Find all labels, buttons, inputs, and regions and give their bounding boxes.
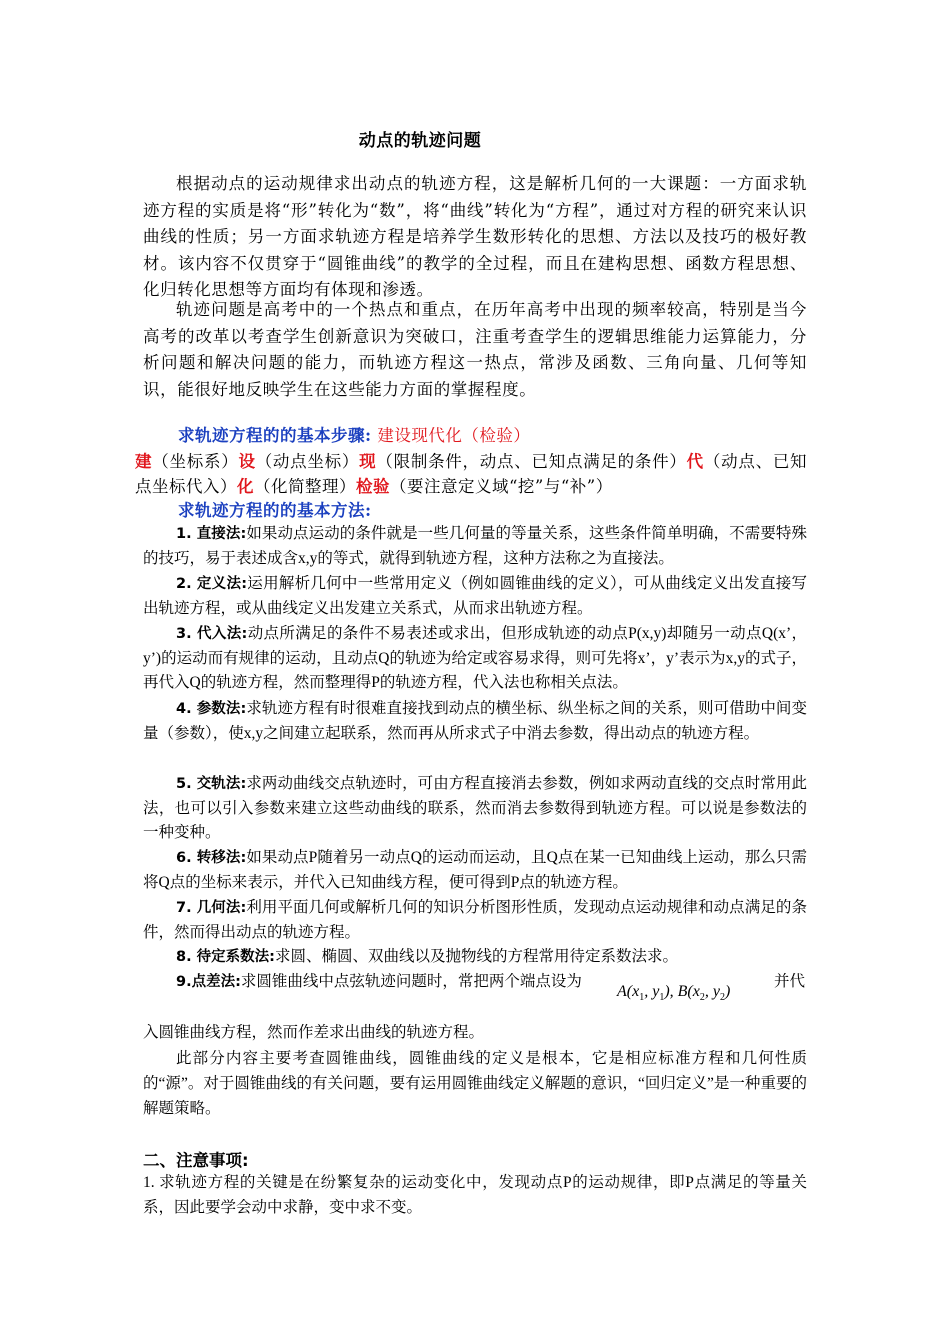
method-3-name: 3. 代入法: bbox=[176, 626, 248, 642]
formula-part-e: ) bbox=[724, 983, 731, 1000]
method-7-text: 利用平面几何或解析几何的知识分析图形性质，发现动点运动规律和动点满足的条件，然而得出动点的轨迹方程。 bbox=[143, 899, 807, 941]
step-text-2: （动点坐标） bbox=[255, 452, 360, 471]
method-9-text: 求圆锥曲线中点弦轨迹问题时，常把两个端点设为 bbox=[240, 973, 582, 990]
formula-sub-2b: 2 bbox=[719, 992, 725, 1004]
formula-sub-1a: 1 bbox=[639, 992, 645, 1004]
note-item-1: 1. 求轨迹方程的关键是在纷繁复杂的运动变化中，发现动点P的运动规律，即P点满足的等量关系，因此要学会动中求静，变中求不变。 bbox=[143, 1174, 807, 1216]
method-8-name: 8. 待定系数法: bbox=[176, 949, 275, 965]
method-8 bbox=[143, 945, 807, 970]
intro-paragraph-2: 轨迹问题是高考中的一个热点和重点，在历年高考中出现的频率较高，特别是当今高考的改革以考查学生创新意识为突破口，注重考查学生的逻辑思维能力运算能力，分析问题和解决问题的能力，而轨迹方程这一热点，常涉及函数、三角向量、几何等知识，能很好地反映学生在这些能力方面的掌握程度。 bbox=[143, 300, 807, 399]
step-key-2: 设 bbox=[238, 452, 256, 471]
method-2 bbox=[143, 572, 807, 621]
method-3-text: 动点所满足的条件不易表述或求出，但形成轨迹的动点P(x,y)却随另一动点Q(x’，y’)的运动而有规律的运动，且动点Q的轨迹为给定或容易求得，则可先将x’，y’表示为x,y的式子，再代入Q的轨迹方程，然而整理得P的轨迹方程，代入法也称相关点法。 bbox=[143, 625, 807, 691]
step-key-4: 代 bbox=[686, 452, 704, 471]
formula-part-c: ), B(x bbox=[664, 983, 700, 1000]
steps-mnemonic: 建设现代化（检验） bbox=[377, 426, 531, 445]
formula-part-d: , y bbox=[704, 983, 720, 1000]
method-6-name: 6. 转移法: bbox=[176, 850, 247, 866]
method-7 bbox=[143, 896, 807, 945]
step-text-5: （化简整理） bbox=[254, 477, 356, 496]
method-5-text: 求两动曲线交点轨迹时，可由方程直接消去参数，例如求两动直线的交点时常用此法，也可以引入参数来建立这些动曲线的联系，然而消去参数得到轨迹方程。可以说是参数法的一种变种。 bbox=[143, 775, 807, 841]
method-1 bbox=[143, 522, 807, 571]
midpoint-formula bbox=[617, 983, 730, 1003]
methods-heading: 求轨迹方程的的基本方法: bbox=[178, 501, 372, 520]
method-3 bbox=[143, 622, 807, 696]
step-key-5: 化 bbox=[237, 477, 254, 496]
step-text-4: （动点、已知点坐标代入） bbox=[135, 452, 808, 496]
step-text-3: （限制条件，动点、已知点满足的条件） bbox=[376, 452, 687, 471]
method-7-name: 7. 几何法: bbox=[176, 900, 247, 916]
formula-part-a: A(x bbox=[617, 983, 640, 1000]
method-6-text: 如果动点P随着另一动点Q的运动而运动，且Q点在某一已知曲线上运动，那么只需将Q点的坐标来表示，并代入已知曲线方程，便可得到P点的轨迹方程。 bbox=[143, 849, 807, 891]
method-4-text: 求轨迹方程有时很难直接找到动点的横坐标、纵坐标之间的关系，则可借助中间变量（参数），使x,y之间建立起联系，然而再从所求式子中消去参数，得出动点的轨迹方程。 bbox=[143, 700, 807, 742]
method-5 bbox=[143, 772, 807, 846]
method-9-tail: 并代 bbox=[774, 973, 806, 990]
intro-paragraph-1: 根据动点的运动规律求出动点的轨迹方程，这是解析几何的一大课题：一方面求轨迹方程的实质是将“形”转化为“数”，将“曲线”转化为“方程”，通过对方程的研究来认识曲线的性质；另一方面求轨迹方程是培养学生数形转化的思想、方法以及技巧的极好教材。该内容不仅贯穿于“圆锥曲线”的教学的全过程，而且在建构思想、函数方程思想、化归转化思想等方面均有体现和渗透。 bbox=[143, 174, 807, 299]
method-1-name: 1. 直接法: bbox=[176, 526, 247, 542]
method-1-text: 如果动点运动的条件就是一些几何量的等量关系，这些条件简单明确，不需要特殊的技巧，易于表述成含x,y的等式，就得到轨迹方程，这种方法称之为直接法。 bbox=[143, 525, 807, 567]
step-text-6: （要注意定义域“挖”与“补”） bbox=[390, 477, 613, 496]
formula-sub-2a: 2 bbox=[699, 992, 705, 1004]
step-key-6: 检验 bbox=[356, 477, 390, 496]
method-5-name: 5. 交轨法: bbox=[176, 776, 247, 792]
formula-sub-1b: 1 bbox=[659, 992, 665, 1004]
page-title: 动点的轨迹问题 bbox=[358, 131, 482, 151]
steps-heading-label: 求轨迹方程的的基本步骤: bbox=[178, 426, 372, 445]
formula-part-b: , y bbox=[644, 983, 660, 1000]
step-key-1: 建 bbox=[135, 452, 153, 471]
method-9-name: 9.点差法: bbox=[176, 974, 241, 990]
method-4 bbox=[143, 697, 807, 746]
method-9-continuation: 入圆锥曲线方程，然而作差求出曲线的轨迹方程。 bbox=[143, 1024, 485, 1041]
steps-list bbox=[135, 449, 807, 499]
method-2-text: 运用解析几何中一些常用定义（例如圆锥曲线的定义），可从曲线定义出发直接写出轨迹方程，或从曲线定义出发建立关系式，从而求出轨迹方程。 bbox=[143, 575, 807, 617]
steps-heading bbox=[178, 423, 530, 449]
method-4-name: 4. 参数法: bbox=[176, 701, 247, 717]
method-6 bbox=[143, 846, 807, 895]
summary-paragraph: 此部分内容主要考查圆锥曲线，圆锥曲线的定义是根本，它是相应标准方程和几何性质的“源”。对于圆锥曲线的有关问题，要有运用圆锥曲线定义解题的意识，“回归定义”是一种重要的解题策略。 bbox=[143, 1050, 807, 1117]
method-8-text: 求圆、椭圆、双曲线以及抛物线的方程常用待定系数法求。 bbox=[274, 948, 678, 965]
step-text-1: （坐标系） bbox=[152, 452, 239, 471]
method-2-name: 2. 定义法: bbox=[176, 576, 248, 592]
section-2-heading: 二、注意事项: bbox=[143, 1151, 249, 1170]
step-key-3: 现 bbox=[359, 452, 377, 471]
